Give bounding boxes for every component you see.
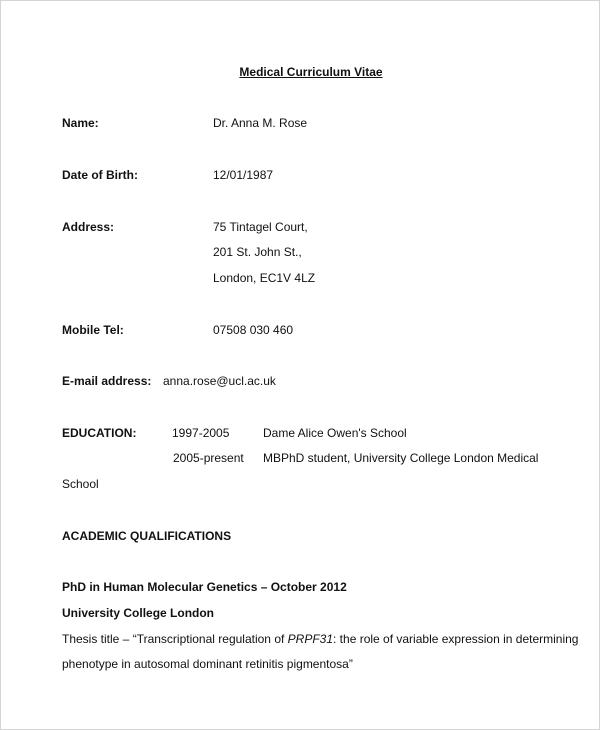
thesis-gene: PRPF31 — [287, 632, 334, 646]
email-label: E-mail address: — [62, 374, 152, 388]
dob-value: 12/01/1987 — [213, 168, 274, 182]
address-line-3: London, EC1V 4LZ — [213, 271, 316, 285]
thesis-prefix: Thesis title – “Transcriptional regulation of — [62, 632, 288, 646]
mobile-value: 07508 030 460 — [213, 323, 294, 337]
thesis-line-2: phenotype in autosomal dominant retinitis pigmentosa” — [62, 657, 353, 671]
thesis-suffix: : the role of variable expression in determining — [333, 632, 579, 646]
education-desc-1: Dame Alice Owen's School — [263, 426, 407, 440]
dob-label: Date of Birth: — [62, 168, 138, 182]
name-label: Name: — [62, 116, 99, 130]
education-label: EDUCATION: — [62, 426, 137, 440]
degree-title: PhD in Human Molecular Genetics – October 2012 — [62, 580, 347, 594]
address-line-1: 75 Tintagel Court, — [213, 220, 308, 234]
thesis-line-1 — [62, 632, 578, 646]
address-line-2: 201 St. John St., — [213, 245, 302, 259]
name-value: Dr. Anna M. Rose — [213, 116, 308, 130]
education-desc-2: MBPhD student, University College London Medical — [263, 451, 539, 465]
education-years-2: 2005-present — [173, 451, 244, 465]
degree-institution: University College London — [62, 606, 215, 620]
academic-heading: ACADEMIC QUALIFICATIONS — [62, 529, 232, 543]
education-desc-2-continuation: School — [62, 477, 99, 491]
education-years-1: 1997-2005 — [172, 426, 230, 440]
address-label: Address: — [62, 220, 115, 234]
document-title: Medical Curriculum Vitae — [239, 65, 383, 79]
email-value[interactable]: anna.rose@ucl.ac.uk — [163, 374, 276, 388]
mobile-label: Mobile Tel: — [62, 323, 124, 337]
